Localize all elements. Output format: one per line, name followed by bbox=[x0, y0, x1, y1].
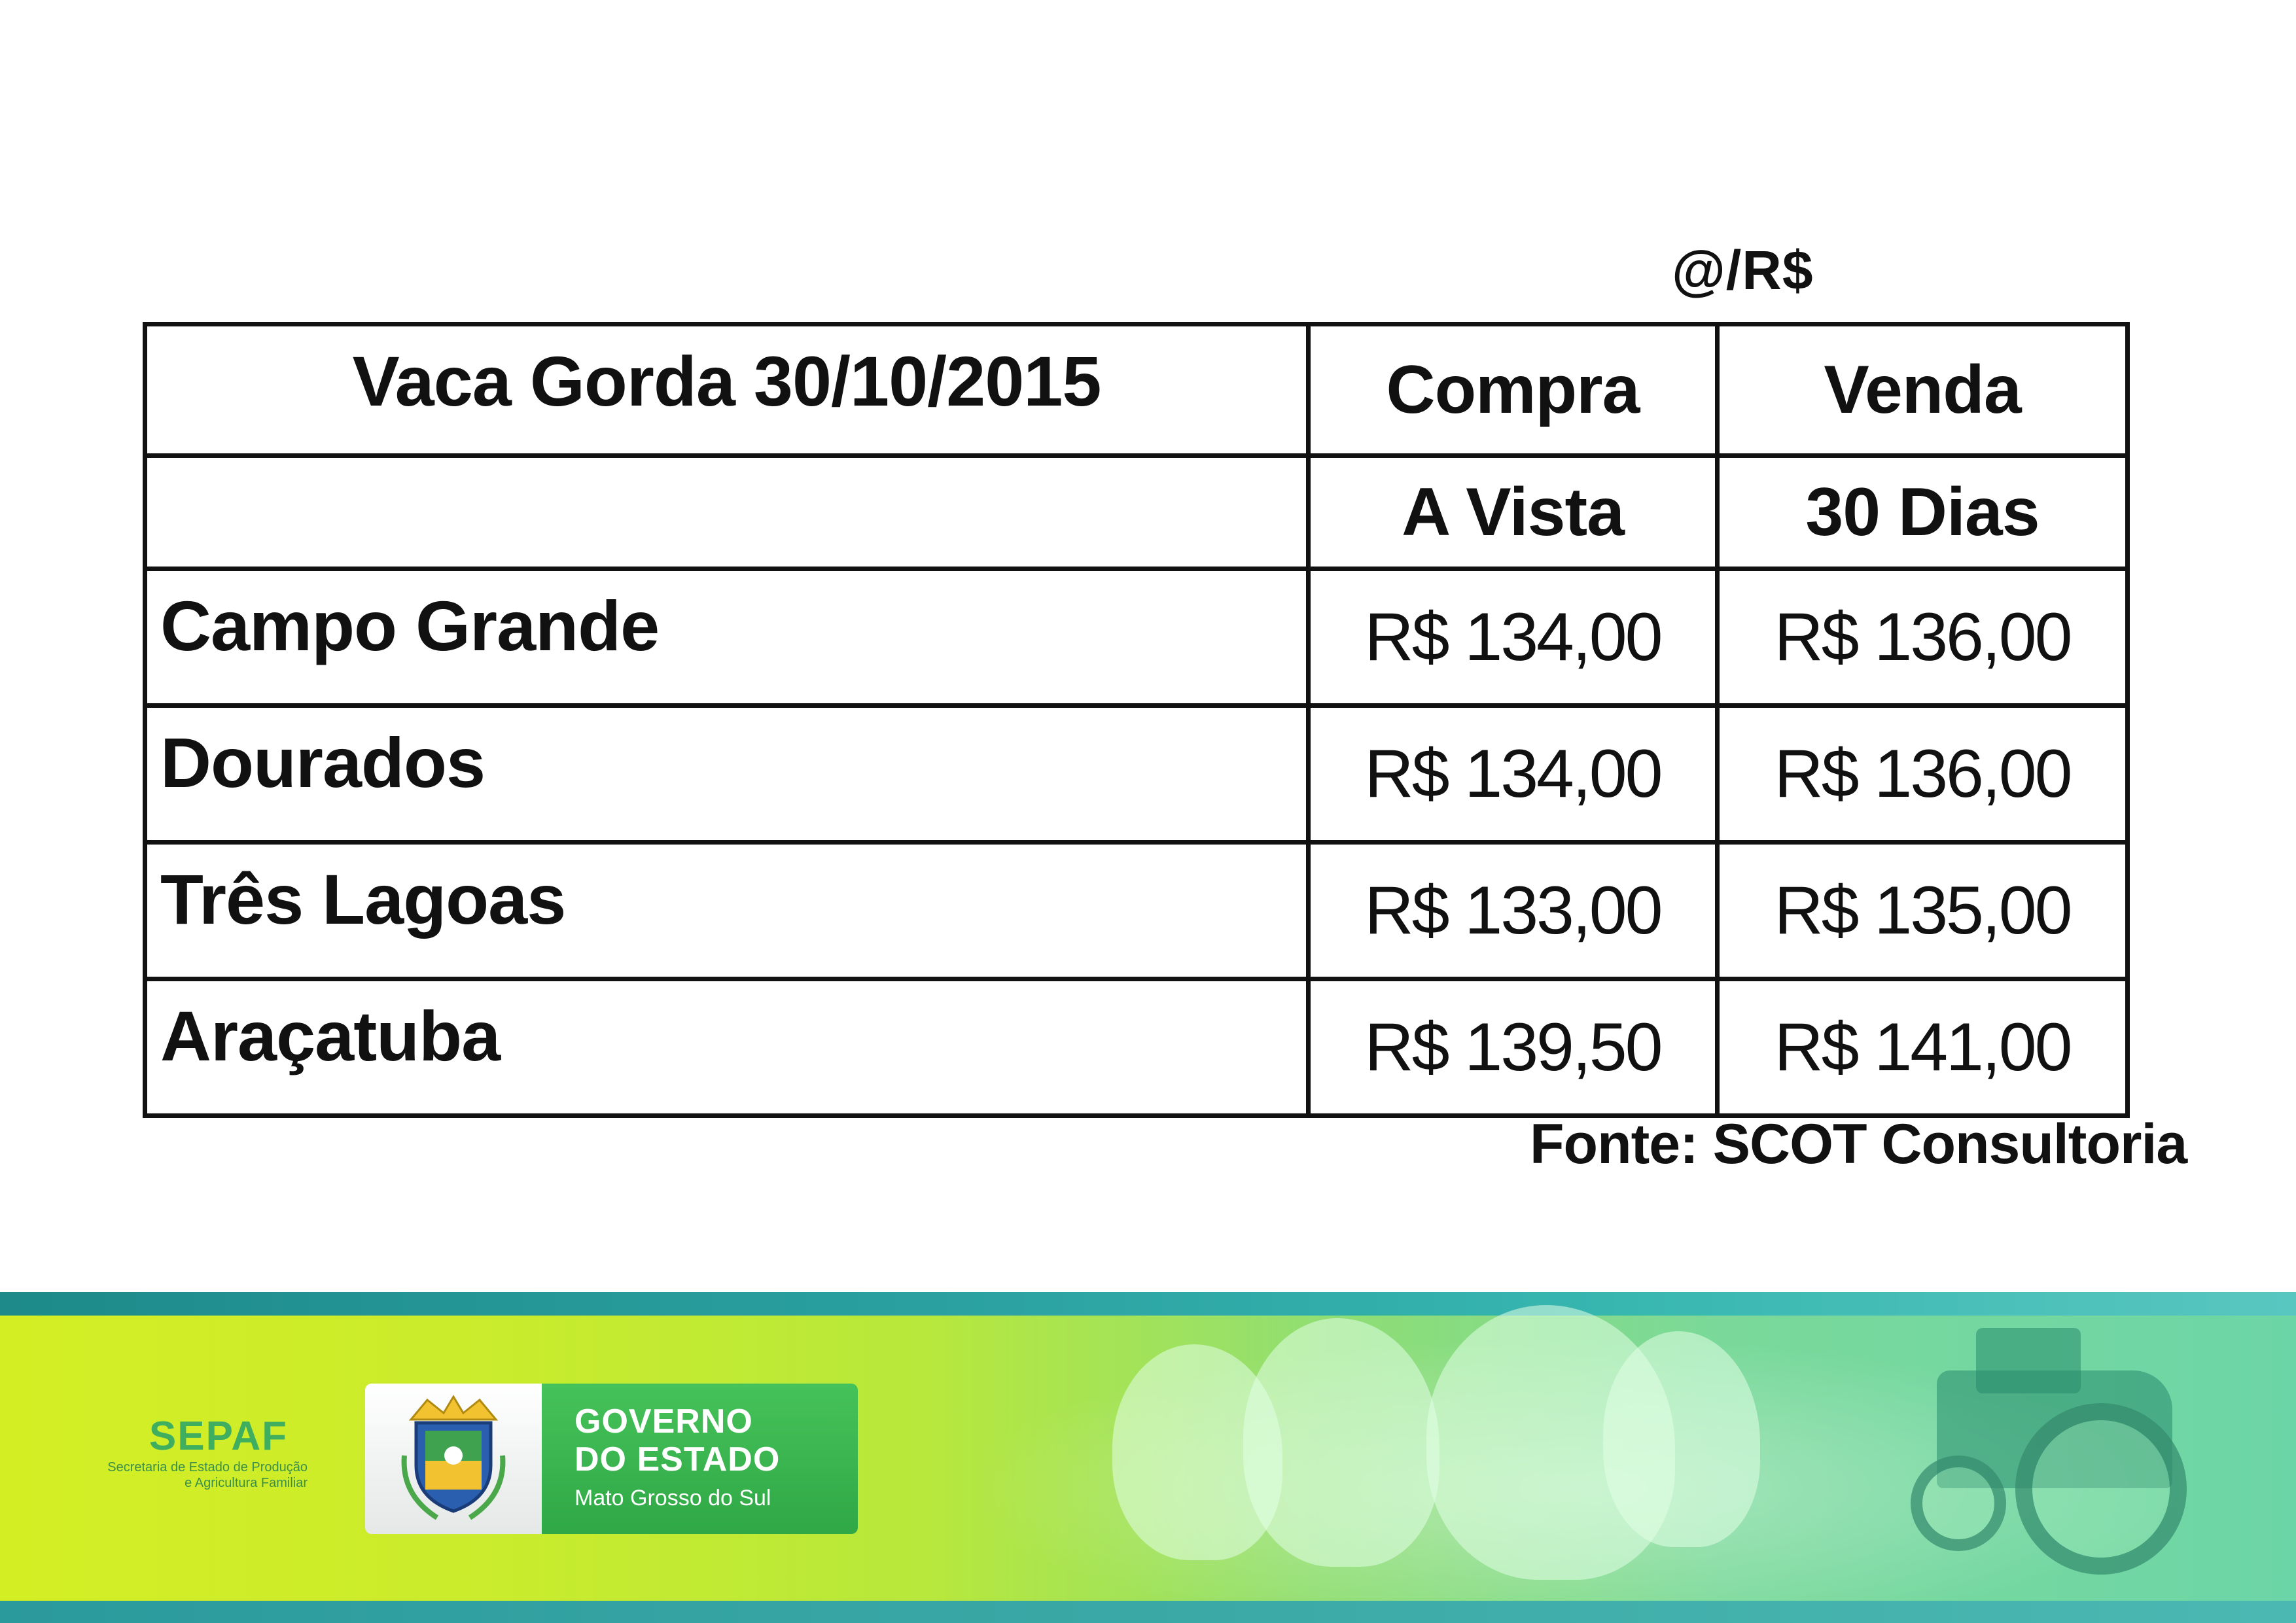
price-compra: R$ 139,50 bbox=[1309, 979, 1718, 1116]
sepaf-subtitle-1: Secretaria de Estado de Produção bbox=[107, 1460, 308, 1475]
header-compra: Compra bbox=[1309, 324, 1718, 456]
price-table bbox=[143, 322, 2130, 1118]
table-row bbox=[145, 569, 2128, 706]
table-row bbox=[145, 979, 2128, 1116]
city-name: Três Lagoas bbox=[145, 843, 1309, 979]
price-compra: R$ 134,00 bbox=[1309, 569, 1718, 706]
gov-title-1: GOVERNO bbox=[574, 1403, 753, 1440]
subheader-a-vista: A Vista bbox=[1309, 456, 1718, 569]
banner-bottom-strip bbox=[0, 1601, 2296, 1623]
sepaf-subtitle-2: e Agricultura Familiar bbox=[185, 1476, 308, 1490]
source-credit: Fonte: SCOT Consultoria bbox=[1530, 1113, 2187, 1176]
sepaf-title: SEPAF bbox=[149, 1414, 288, 1459]
gov-state-name: Mato Grosso do Sul bbox=[574, 1486, 771, 1510]
price-venda: R$ 141,00 bbox=[1718, 979, 2128, 1116]
footer-banner bbox=[0, 1292, 2296, 1623]
subheader-30-dias: 30 Dias bbox=[1718, 456, 2128, 569]
price-venda: R$ 136,00 bbox=[1718, 706, 2128, 843]
governo-logo bbox=[542, 1384, 858, 1534]
table-title: Vaca Gorda 30/10/2015 bbox=[145, 324, 1309, 456]
price-compra: R$ 134,00 bbox=[1309, 706, 1718, 843]
tractor-wheel-icon bbox=[2015, 1403, 2187, 1575]
city-name: Araçatuba bbox=[145, 979, 1309, 1116]
empty-cell bbox=[145, 456, 1309, 569]
city-name: Dourados bbox=[145, 706, 1309, 843]
subheader-row bbox=[145, 456, 2128, 569]
header-venda: Venda bbox=[1718, 324, 2128, 456]
tractor-cab bbox=[1976, 1328, 2081, 1393]
table-row bbox=[145, 706, 2128, 843]
sepaf-logo bbox=[26, 1413, 308, 1491]
coat-of-arms-icon bbox=[365, 1384, 542, 1534]
gov-title-2: DO ESTADO bbox=[574, 1440, 781, 1478]
state-crest bbox=[365, 1384, 542, 1534]
city-name: Campo Grande bbox=[145, 569, 1309, 706]
price-compra: R$ 133,00 bbox=[1309, 843, 1718, 979]
price-venda: R$ 135,00 bbox=[1718, 843, 2128, 979]
tractor-wheel-icon bbox=[1911, 1456, 2006, 1551]
table-row bbox=[145, 843, 2128, 979]
unit-label: @/R$ bbox=[1672, 239, 1814, 301]
price-venda: R$ 136,00 bbox=[1718, 569, 2128, 706]
header-row bbox=[145, 324, 2128, 456]
